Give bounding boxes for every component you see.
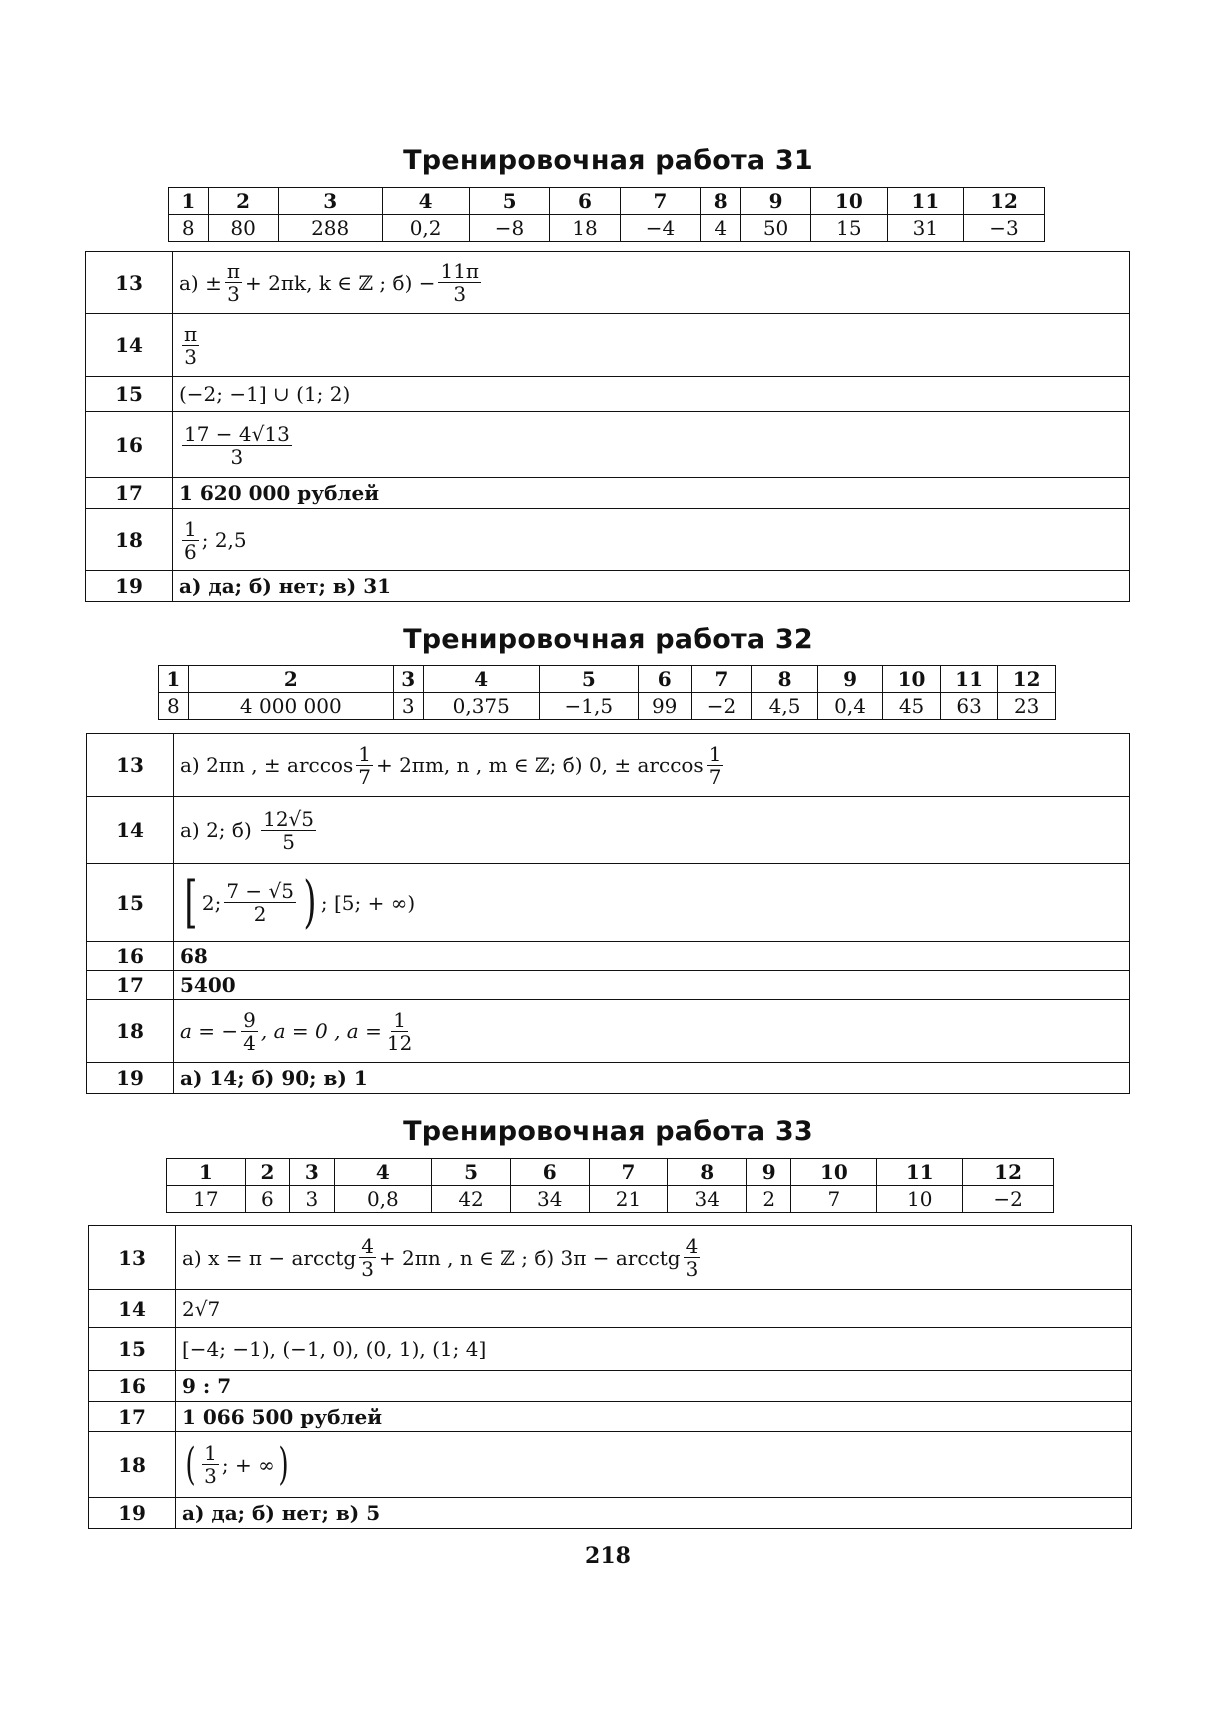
cell: 7 xyxy=(589,1159,668,1186)
work-32-title: Тренировочная работа 32 xyxy=(403,624,813,655)
cell: 4 xyxy=(423,666,539,693)
cell: 12 xyxy=(964,188,1045,215)
answer-row xyxy=(89,1290,1132,1328)
answer-row xyxy=(87,1063,1130,1094)
cell: 4 xyxy=(701,215,741,242)
answer-value: $\frac{17 - 4√13}{3}$ xyxy=(173,412,1130,478)
cell: 4 xyxy=(382,188,469,215)
cell: −2 xyxy=(963,1186,1054,1213)
page-number: 218 xyxy=(585,1543,631,1569)
cell: 3 xyxy=(290,1186,334,1213)
answer-value: a = − $\frac{9}{4}$ , a = 0 , a = $\frac{1}{12}$ xyxy=(174,1000,1130,1063)
cell: 0,375 xyxy=(423,693,539,720)
cell: 21 xyxy=(589,1186,668,1213)
cell: 1 xyxy=(159,666,189,693)
cell: 31 xyxy=(887,215,963,242)
values-row xyxy=(167,1186,1054,1213)
cell: 2 xyxy=(208,188,278,215)
task-number: 15 xyxy=(87,864,174,942)
answer-value: а) x = π − arcctg $\frac{4}{3}$ + 2πn , n ∈ ℤ ; б) 3π − arcctg $\frac{4}{3}$ xyxy=(176,1226,1132,1290)
answer-value: а) 14; б) 90; в) 1 xyxy=(174,1063,1130,1094)
cell: 15 xyxy=(811,215,887,242)
cell: 3 xyxy=(290,1159,334,1186)
cell: 10 xyxy=(811,188,887,215)
task-number: 14 xyxy=(86,314,173,377)
work-32-long-answers xyxy=(86,733,1130,1094)
answer-value: 1 620 000 рублей xyxy=(173,478,1130,509)
cell: 2 xyxy=(188,666,393,693)
cell: 8 xyxy=(668,1159,747,1186)
cell: 4 000 000 xyxy=(188,693,393,720)
cell: 7 xyxy=(620,188,701,215)
cell: 11 xyxy=(877,1159,963,1186)
cell: 23 xyxy=(998,693,1056,720)
cell: 5 xyxy=(539,666,638,693)
cell: 6 xyxy=(550,188,620,215)
cell: 45 xyxy=(883,693,941,720)
task-number: 16 xyxy=(86,412,173,478)
task-number: 15 xyxy=(86,377,173,412)
cell: 18 xyxy=(550,215,620,242)
cell: 8 xyxy=(701,188,741,215)
cell: 10 xyxy=(883,666,941,693)
task-number: 19 xyxy=(89,1498,176,1529)
cell: 34 xyxy=(668,1186,747,1213)
cell: 8 xyxy=(159,693,189,720)
task-number: 19 xyxy=(86,571,173,602)
answer-row xyxy=(86,314,1130,377)
cell: 4,5 xyxy=(752,693,817,720)
answer-value: а) 2πn , ± arccos $\frac{1}{7}$ + 2πm, n , m ∈ ℤ; б) 0, ± arccos $\frac{1}{7}$ xyxy=(174,734,1130,797)
answer-value: $\frac{1}{6}$ ; 2,5 xyxy=(173,509,1130,571)
task-number: 19 xyxy=(87,1063,174,1094)
answer-value: (−2; −1] ∪ (1; 2) xyxy=(173,377,1130,412)
cell: 1 xyxy=(167,1159,246,1186)
answer-value: 1 066 500 рублей xyxy=(176,1402,1132,1432)
cell: 0,4 xyxy=(817,693,882,720)
cell: 42 xyxy=(432,1186,511,1213)
answer-row xyxy=(89,1371,1132,1402)
cell: 34 xyxy=(510,1186,589,1213)
answer-row xyxy=(89,1328,1132,1371)
task-number: 16 xyxy=(89,1371,176,1402)
work-31-title: Тренировочная работа 31 xyxy=(403,145,813,176)
cell: 0,8 xyxy=(334,1186,432,1213)
cell: 3 xyxy=(393,666,423,693)
cell: 7 xyxy=(791,1186,877,1213)
answer-value: [−4; −1), (−1, 0), (0, 1), (1; 4] xyxy=(176,1328,1132,1371)
cell: 10 xyxy=(877,1186,963,1213)
cell: 5 xyxy=(469,188,550,215)
task-number: 17 xyxy=(86,478,173,509)
cell: 3 xyxy=(393,693,423,720)
answer-row xyxy=(87,942,1130,971)
answer-row xyxy=(86,377,1130,412)
cell: 7 xyxy=(691,666,752,693)
answer-row xyxy=(86,509,1130,571)
cell: 1 xyxy=(169,188,209,215)
answer-row xyxy=(87,864,1130,942)
answer-value: а) да; б) нет; в) 31 xyxy=(173,571,1130,602)
answer-value: а) 2; б) $\frac{12√5}{5}$ xyxy=(174,797,1130,864)
work-33-short-answers xyxy=(166,1158,1054,1213)
answer-value: [ 2; $\frac{7 - √5}{2}$ ) ; [5; + ∞) xyxy=(174,864,1130,942)
header-row xyxy=(169,188,1045,215)
cell: 6 xyxy=(245,1186,289,1213)
cell: 12 xyxy=(963,1159,1054,1186)
work-31-short-answers xyxy=(168,187,1045,242)
cell: −2 xyxy=(691,693,752,720)
cell: 8 xyxy=(169,215,209,242)
task-number: 18 xyxy=(89,1432,176,1498)
task-number: 16 xyxy=(87,942,174,971)
answer-row xyxy=(89,1226,1132,1290)
answer-row xyxy=(86,412,1130,478)
task-number: 14 xyxy=(89,1290,176,1328)
header-row xyxy=(167,1159,1054,1186)
header-row xyxy=(159,666,1056,693)
task-number: 18 xyxy=(86,509,173,571)
cell: 3 xyxy=(278,188,382,215)
answer-row xyxy=(86,571,1130,602)
work-32-short-answers xyxy=(158,665,1056,720)
answer-value: а) да; б) нет; в) 5 xyxy=(176,1498,1132,1529)
cell: −4 xyxy=(620,215,701,242)
cell: 6 xyxy=(638,666,691,693)
cell: 11 xyxy=(887,188,963,215)
answer-row xyxy=(86,252,1130,314)
answer-row xyxy=(86,478,1130,509)
work-33-long-answers xyxy=(88,1225,1132,1529)
cell: 4 xyxy=(334,1159,432,1186)
values-row xyxy=(169,215,1045,242)
task-number: 13 xyxy=(86,252,173,314)
cell: −1,5 xyxy=(539,693,638,720)
cell: 0,2 xyxy=(382,215,469,242)
cell: 17 xyxy=(167,1186,246,1213)
work-33-title: Тренировочная работа 33 xyxy=(403,1116,813,1147)
cell: −8 xyxy=(469,215,550,242)
answer-row xyxy=(89,1402,1132,1432)
answer-row xyxy=(89,1498,1132,1529)
cell: 6 xyxy=(510,1159,589,1186)
answer-value: $\frac{\pi}{3}$ xyxy=(173,314,1130,377)
cell: 5 xyxy=(432,1159,511,1186)
answer-value: 68 xyxy=(174,942,1130,971)
cell: 8 xyxy=(752,666,817,693)
task-number: 14 xyxy=(87,797,174,864)
cell: 50 xyxy=(740,215,810,242)
task-number: 13 xyxy=(87,734,174,797)
answer-row xyxy=(87,971,1130,1000)
cell: 11 xyxy=(940,666,998,693)
values-row xyxy=(159,693,1056,720)
task-number: 13 xyxy=(89,1226,176,1290)
cell: 12 xyxy=(998,666,1056,693)
cell: 9 xyxy=(747,1159,791,1186)
cell: 9 xyxy=(740,188,810,215)
task-number: 17 xyxy=(87,971,174,1000)
cell: 63 xyxy=(940,693,998,720)
answer-row xyxy=(87,797,1130,864)
cell: 9 xyxy=(817,666,882,693)
answer-row xyxy=(87,1000,1130,1063)
cell: 80 xyxy=(208,215,278,242)
task-number: 18 xyxy=(87,1000,174,1063)
answer-value: ( $\frac{1}{3}$ ; + ∞ ) xyxy=(176,1432,1132,1498)
answer-value: 2√7 xyxy=(176,1290,1132,1328)
cell: 288 xyxy=(278,215,382,242)
task-number: 17 xyxy=(89,1402,176,1432)
answer-value: 5400 xyxy=(174,971,1130,1000)
cell: −3 xyxy=(964,215,1045,242)
cell: 99 xyxy=(638,693,691,720)
answer-row xyxy=(87,734,1130,797)
cell: 2 xyxy=(245,1159,289,1186)
cell: 10 xyxy=(791,1159,877,1186)
task-number: 15 xyxy=(89,1328,176,1371)
answer-row xyxy=(89,1432,1132,1498)
work-31-long-answers xyxy=(85,251,1130,602)
answer-value: а) ± $\frac{\pi}{3}$ + 2πk, k ∈ ℤ ; б) − $\frac{11\pi}{3}$ xyxy=(173,252,1130,314)
answer-value: 9 : 7 xyxy=(176,1371,1132,1402)
cell: 2 xyxy=(747,1186,791,1213)
